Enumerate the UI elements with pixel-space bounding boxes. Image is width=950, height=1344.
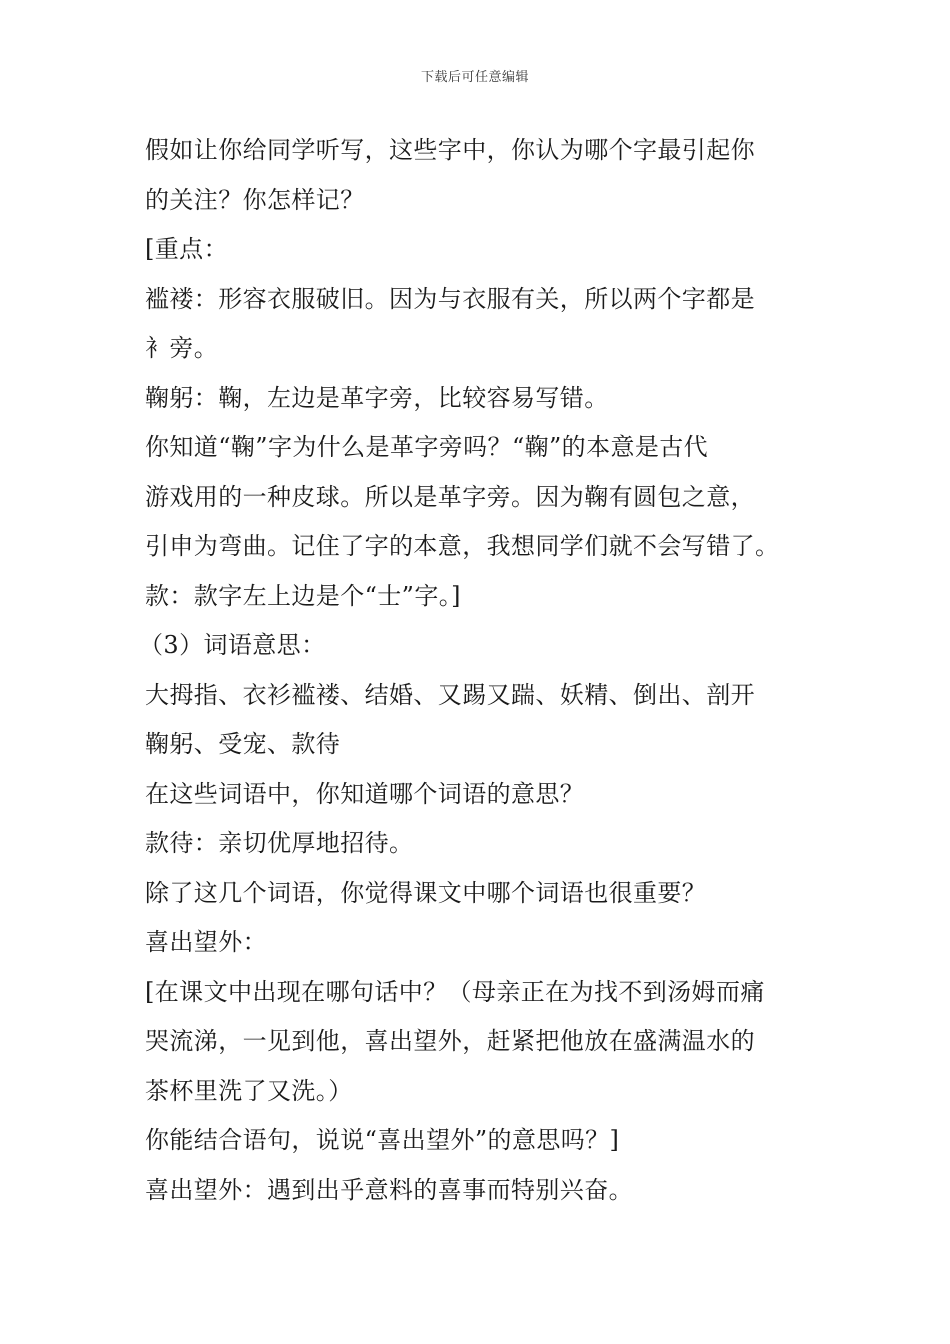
text-line: 哭流涕，一见到他，喜出望外，赶紧把他放在盛满温水的	[145, 1027, 755, 1055]
text-line: 款待：亲切优厚地招待。	[145, 829, 414, 857]
text-line: 引申为弯曲。记住了字的本意，我想同学们就不会写错了。	[145, 532, 780, 560]
section-heading: （3）词语意思：	[139, 631, 326, 659]
document-body	[139, 126, 813, 1215]
text-line: [在课文中出现在哪句话中？（母亲正在为找不到汤姆而痛	[145, 977, 765, 1006]
text-line: 茶杯里洗了又洗。）	[145, 1076, 353, 1105]
text-line: 鞠躬：鞠，左边是革字旁，比较容易写错。	[145, 383, 609, 412]
text-line: 衤旁。	[145, 334, 219, 362]
text-line: 大拇指、衣衫褴褛、结婚、又踢又踹、妖精、倒出、剖开	[145, 680, 755, 709]
text-line: 你知道“鞠”字为什么是革字旁吗？“鞠”的本意是古代	[145, 433, 709, 461]
text-line: 款：款字左上边是个“士”字。]	[145, 581, 461, 610]
text-line: [重点：	[145, 235, 228, 263]
text-line: 的关注？你怎样记？	[145, 185, 365, 214]
text-line: 褴褛：形容衣服破旧。因为与衣服有关，所以两个字都是	[145, 284, 755, 313]
page-header: 下载后可任意编辑	[420, 70, 529, 85]
text-line: 游戏用的一种皮球。所以是革字旁。因为鞠有圆包之意，	[145, 482, 755, 511]
text-line: 在这些词语中，你知道哪个词语的意思？	[145, 779, 585, 808]
text-line: 喜出望外：遇到出乎意料的喜事而特别兴奋。	[145, 1175, 633, 1204]
text-line: 除了这几个词语，你觉得课文中哪个词语也很重要？	[145, 878, 707, 907]
text-line: 假如让你给同学听写，这些字中，你认为哪个字最引起你	[145, 136, 755, 164]
text-line: 喜出望外：	[145, 928, 267, 956]
text-line: 你能结合语句，说说“喜出望外”的意思吗？]	[145, 1126, 620, 1154]
text-line: 鞠躬、受宠、款待	[145, 730, 341, 758]
